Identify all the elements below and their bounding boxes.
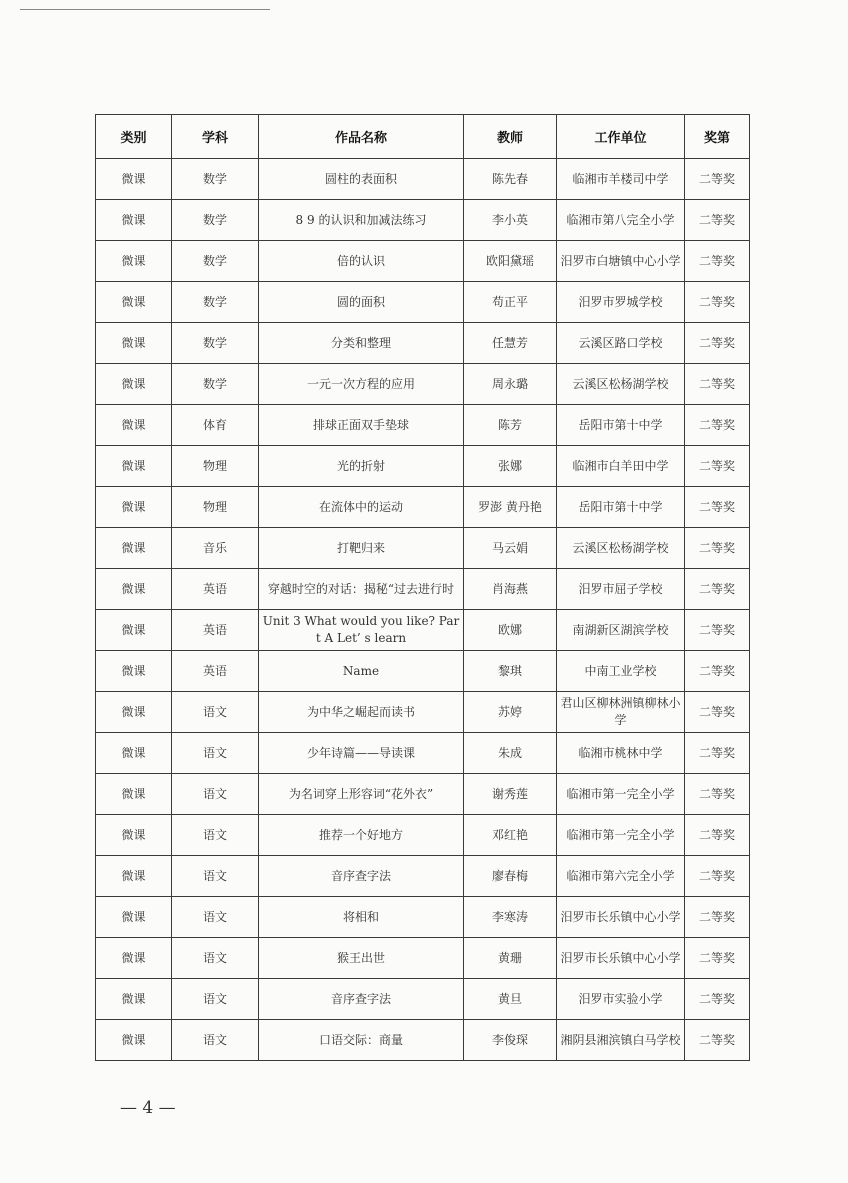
category-cell: 微课 <box>96 815 172 856</box>
category-cell: 微课 <box>96 446 172 487</box>
teacher-cell: 黄旦 <box>464 979 557 1020</box>
work-title-cell: 圆的面积 <box>259 282 464 323</box>
work-title-cell: 打靶归来 <box>259 528 464 569</box>
award-cell: 二等奖 <box>685 200 750 241</box>
work-unit-cell: 岳阳市第十中学 <box>557 487 685 528</box>
page-number: — 4 — <box>120 1098 176 1118</box>
award-cell: 二等奖 <box>685 815 750 856</box>
work-title-cell: Unit 3 What would you like? Part A Let’ s learn <box>259 610 464 651</box>
award-cell: 二等奖 <box>685 938 750 979</box>
category-cell: 微课 <box>96 323 172 364</box>
subject-cell: 语文 <box>172 774 259 815</box>
subject-cell: 数学 <box>172 364 259 405</box>
subject-cell: 物理 <box>172 487 259 528</box>
table-row <box>96 323 750 364</box>
category-cell: 微课 <box>96 938 172 979</box>
subject-cell: 音乐 <box>172 528 259 569</box>
header-teacher: 教师 <box>464 115 557 159</box>
award-cell: 二等奖 <box>685 774 750 815</box>
subject-cell: 语文 <box>172 897 259 938</box>
work-unit-cell: 临湘市白羊田中学 <box>557 446 685 487</box>
table-row <box>96 528 750 569</box>
award-cell: 二等奖 <box>685 569 750 610</box>
subject-cell: 语文 <box>172 815 259 856</box>
category-cell: 微课 <box>96 159 172 200</box>
work-unit-cell: 君山区柳林洲镇柳林小学 <box>557 692 685 733</box>
award-cell: 二等奖 <box>685 446 750 487</box>
work-title-cell: 圆柱的表面积 <box>259 159 464 200</box>
work-title-cell: 穿越时空的对话：揭秘“过去进行时 <box>259 569 464 610</box>
table-row <box>96 897 750 938</box>
teacher-cell: 张娜 <box>464 446 557 487</box>
category-cell: 微课 <box>96 856 172 897</box>
work-title-cell: 倍的认识 <box>259 241 464 282</box>
table-row <box>96 815 750 856</box>
table-row <box>96 487 750 528</box>
category-cell: 微课 <box>96 897 172 938</box>
table-row <box>96 938 750 979</box>
subject-cell: 数学 <box>172 159 259 200</box>
work-title-cell: 一元一次方程的应用 <box>259 364 464 405</box>
header-subject: 学科 <box>172 115 259 159</box>
work-unit-cell: 临湘市第一完全小学 <box>557 815 685 856</box>
teacher-cell: 欧娜 <box>464 610 557 651</box>
category-cell: 微课 <box>96 733 172 774</box>
category-cell: 微课 <box>96 282 172 323</box>
table-row <box>96 200 750 241</box>
teacher-cell: 陈芳 <box>464 405 557 446</box>
work-unit-cell: 云溪区路口学校 <box>557 323 685 364</box>
work-title-cell: 口语交际：商量 <box>259 1020 464 1061</box>
table-row <box>96 651 750 692</box>
work-title-cell: 在流体中的运动 <box>259 487 464 528</box>
subject-cell: 数学 <box>172 282 259 323</box>
work-unit-cell: 南湖新区湖滨学校 <box>557 610 685 651</box>
work-title-cell: 猴王出世 <box>259 938 464 979</box>
work-title-cell: 排球正面双手垫球 <box>259 405 464 446</box>
award-cell: 二等奖 <box>685 405 750 446</box>
award-cell: 二等奖 <box>685 487 750 528</box>
category-cell: 微课 <box>96 364 172 405</box>
category-cell: 微课 <box>96 405 172 446</box>
award-cell: 二等奖 <box>685 364 750 405</box>
teacher-cell: 朱成 <box>464 733 557 774</box>
award-cell: 二等奖 <box>685 282 750 323</box>
work-title-cell: 推荐一个好地方 <box>259 815 464 856</box>
subject-cell: 数学 <box>172 241 259 282</box>
teacher-cell: 陈先春 <box>464 159 557 200</box>
subject-cell: 语文 <box>172 733 259 774</box>
table-row <box>96 1020 750 1061</box>
category-cell: 微课 <box>96 979 172 1020</box>
award-cell: 二等奖 <box>685 651 750 692</box>
work-title-cell: 8 9 的认识和加减法练习 <box>259 200 464 241</box>
work-title-cell: 少年诗篇——导读课 <box>259 733 464 774</box>
teacher-cell: 任慧芳 <box>464 323 557 364</box>
work-unit-cell: 汨罗市白塘镇中心小学 <box>557 241 685 282</box>
work-unit-cell: 汨罗市屈子学校 <box>557 569 685 610</box>
category-cell: 微课 <box>96 528 172 569</box>
award-cell: 二等奖 <box>685 1020 750 1061</box>
subject-cell: 语文 <box>172 856 259 897</box>
award-cell: 二等奖 <box>685 692 750 733</box>
award-cell: 二等奖 <box>685 733 750 774</box>
teacher-cell: 苟正平 <box>464 282 557 323</box>
teacher-cell: 欧阳黛瑶 <box>464 241 557 282</box>
table-body <box>96 159 750 1061</box>
award-cell: 二等奖 <box>685 528 750 569</box>
work-title-cell: 为中华之崛起而读书 <box>259 692 464 733</box>
table-header-row <box>96 115 750 159</box>
teacher-cell: 马云娟 <box>464 528 557 569</box>
category-cell: 微课 <box>96 569 172 610</box>
work-unit-cell: 中南工业学校 <box>557 651 685 692</box>
awards-table <box>95 114 750 1061</box>
teacher-cell: 李小英 <box>464 200 557 241</box>
subject-cell: 数学 <box>172 200 259 241</box>
top-rule <box>20 9 270 10</box>
work-unit-cell: 湘阴县湘滨镇白马学校 <box>557 1020 685 1061</box>
subject-cell: 英语 <box>172 569 259 610</box>
category-cell: 微课 <box>96 487 172 528</box>
table-row <box>96 569 750 610</box>
subject-cell: 语文 <box>172 938 259 979</box>
table-row <box>96 446 750 487</box>
teacher-cell: 李寒涛 <box>464 897 557 938</box>
subject-cell: 英语 <box>172 651 259 692</box>
work-unit-cell: 汨罗市长乐镇中心小学 <box>557 897 685 938</box>
award-cell: 二等奖 <box>685 856 750 897</box>
work-unit-cell: 汨罗市罗城学校 <box>557 282 685 323</box>
table-row <box>96 733 750 774</box>
award-cell: 二等奖 <box>685 610 750 651</box>
subject-cell: 数学 <box>172 323 259 364</box>
work-unit-cell: 临湘市第一完全小学 <box>557 774 685 815</box>
category-cell: 微课 <box>96 241 172 282</box>
teacher-cell: 廖春梅 <box>464 856 557 897</box>
award-cell: 二等奖 <box>685 897 750 938</box>
teacher-cell: 肖海燕 <box>464 569 557 610</box>
category-cell: 微课 <box>96 651 172 692</box>
teacher-cell: 邓红艳 <box>464 815 557 856</box>
table-row <box>96 692 750 733</box>
work-title-cell: 音序查字法 <box>259 979 464 1020</box>
work-title-cell: 光的折射 <box>259 446 464 487</box>
table-row <box>96 856 750 897</box>
teacher-cell: 罗澎 黄丹艳 <box>464 487 557 528</box>
subject-cell: 物理 <box>172 446 259 487</box>
subject-cell: 体育 <box>172 405 259 446</box>
work-unit-cell: 临湘市第六完全小学 <box>557 856 685 897</box>
work-unit-cell: 临湘市第八完全小学 <box>557 200 685 241</box>
work-unit-cell: 岳阳市第十中学 <box>557 405 685 446</box>
teacher-cell: 周永璐 <box>464 364 557 405</box>
work-unit-cell: 汨罗市实验小学 <box>557 979 685 1020</box>
teacher-cell: 黎琪 <box>464 651 557 692</box>
work-unit-cell: 汨罗市长乐镇中心小学 <box>557 938 685 979</box>
work-title-cell: Name <box>259 651 464 692</box>
teacher-cell: 李俊琛 <box>464 1020 557 1061</box>
work-unit-cell: 临湘市羊楼司中学 <box>557 159 685 200</box>
header-category: 类别 <box>96 115 172 159</box>
table-row <box>96 159 750 200</box>
award-cell: 二等奖 <box>685 241 750 282</box>
subject-cell: 英语 <box>172 610 259 651</box>
category-cell: 微课 <box>96 200 172 241</box>
work-title-cell: 分类和整理 <box>259 323 464 364</box>
subject-cell: 语文 <box>172 692 259 733</box>
table-row <box>96 610 750 651</box>
award-cell: 二等奖 <box>685 979 750 1020</box>
teacher-cell: 苏婷 <box>464 692 557 733</box>
category-cell: 微课 <box>96 1020 172 1061</box>
header-work-title: 作品名称 <box>259 115 464 159</box>
table-row <box>96 364 750 405</box>
award-cell: 二等奖 <box>685 159 750 200</box>
header-work-unit: 工作单位 <box>557 115 685 159</box>
award-cell: 二等奖 <box>685 323 750 364</box>
teacher-cell: 黄珊 <box>464 938 557 979</box>
work-unit-cell: 云溪区松杨湖学校 <box>557 364 685 405</box>
work-unit-cell: 云溪区松杨湖学校 <box>557 528 685 569</box>
work-title-cell: 将相和 <box>259 897 464 938</box>
table-row <box>96 979 750 1020</box>
work-title-cell: 为名词穿上形容词“花外衣” <box>259 774 464 815</box>
subject-cell: 语文 <box>172 1020 259 1061</box>
work-title-cell: 音序查字法 <box>259 856 464 897</box>
category-cell: 微课 <box>96 774 172 815</box>
table-row <box>96 774 750 815</box>
table-row <box>96 282 750 323</box>
subject-cell: 语文 <box>172 979 259 1020</box>
work-unit-cell: 临湘市桃林中学 <box>557 733 685 774</box>
teacher-cell: 谢秀莲 <box>464 774 557 815</box>
category-cell: 微课 <box>96 610 172 651</box>
category-cell: 微课 <box>96 692 172 733</box>
table-row <box>96 405 750 446</box>
header-award: 奖第 <box>685 115 750 159</box>
table-row <box>96 241 750 282</box>
